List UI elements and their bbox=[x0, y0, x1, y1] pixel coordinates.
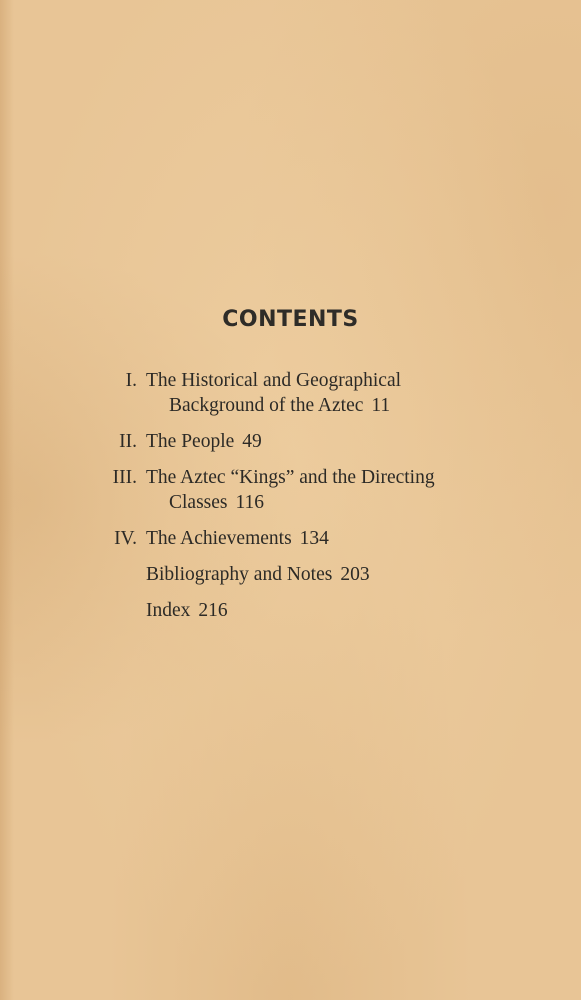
page-number: 216 bbox=[198, 600, 228, 621]
page-number: 11 bbox=[371, 395, 391, 416]
chapter-title bbox=[146, 368, 496, 418]
section-title bbox=[146, 598, 496, 623]
toc-entry bbox=[0, 368, 581, 418]
table-of-contents bbox=[0, 368, 581, 634]
chapter-title bbox=[146, 429, 496, 454]
chapter-title-line: The People bbox=[146, 431, 235, 452]
toc-entry bbox=[0, 429, 581, 454]
page-number: 203 bbox=[340, 564, 370, 585]
chapter-title-line: The Aztec “Kings” and the Directing bbox=[146, 467, 435, 488]
toc-entry bbox=[0, 465, 581, 515]
chapter-title-line: Background of the Aztec bbox=[169, 395, 364, 416]
chapter-title-line: The Historical and Geographical bbox=[146, 370, 402, 391]
toc-entry bbox=[0, 598, 581, 623]
chapter-numeral: II. bbox=[119, 431, 137, 452]
section-title-line: Bibliography and Notes bbox=[146, 564, 333, 585]
chapter-title-continuation bbox=[146, 393, 496, 418]
toc-entry bbox=[0, 526, 581, 551]
chapter-title-line: The Achievements bbox=[146, 528, 292, 549]
chapter-title-continuation bbox=[146, 490, 496, 515]
chapter-title bbox=[146, 465, 496, 515]
page-number: 134 bbox=[299, 528, 329, 549]
toc-entry bbox=[0, 562, 581, 587]
page-number: 49 bbox=[242, 431, 262, 452]
chapter-title bbox=[146, 526, 496, 551]
section-title bbox=[146, 562, 496, 587]
chapter-numeral: IV. bbox=[114, 528, 137, 549]
chapter-title-line: Classes bbox=[169, 492, 228, 513]
contents-heading: CONTENTS bbox=[222, 307, 359, 332]
section-title-line: Index bbox=[146, 600, 191, 621]
chapter-numeral: I. bbox=[125, 370, 137, 391]
chapter-numeral: III. bbox=[112, 467, 137, 488]
page-number: 116 bbox=[235, 492, 265, 513]
